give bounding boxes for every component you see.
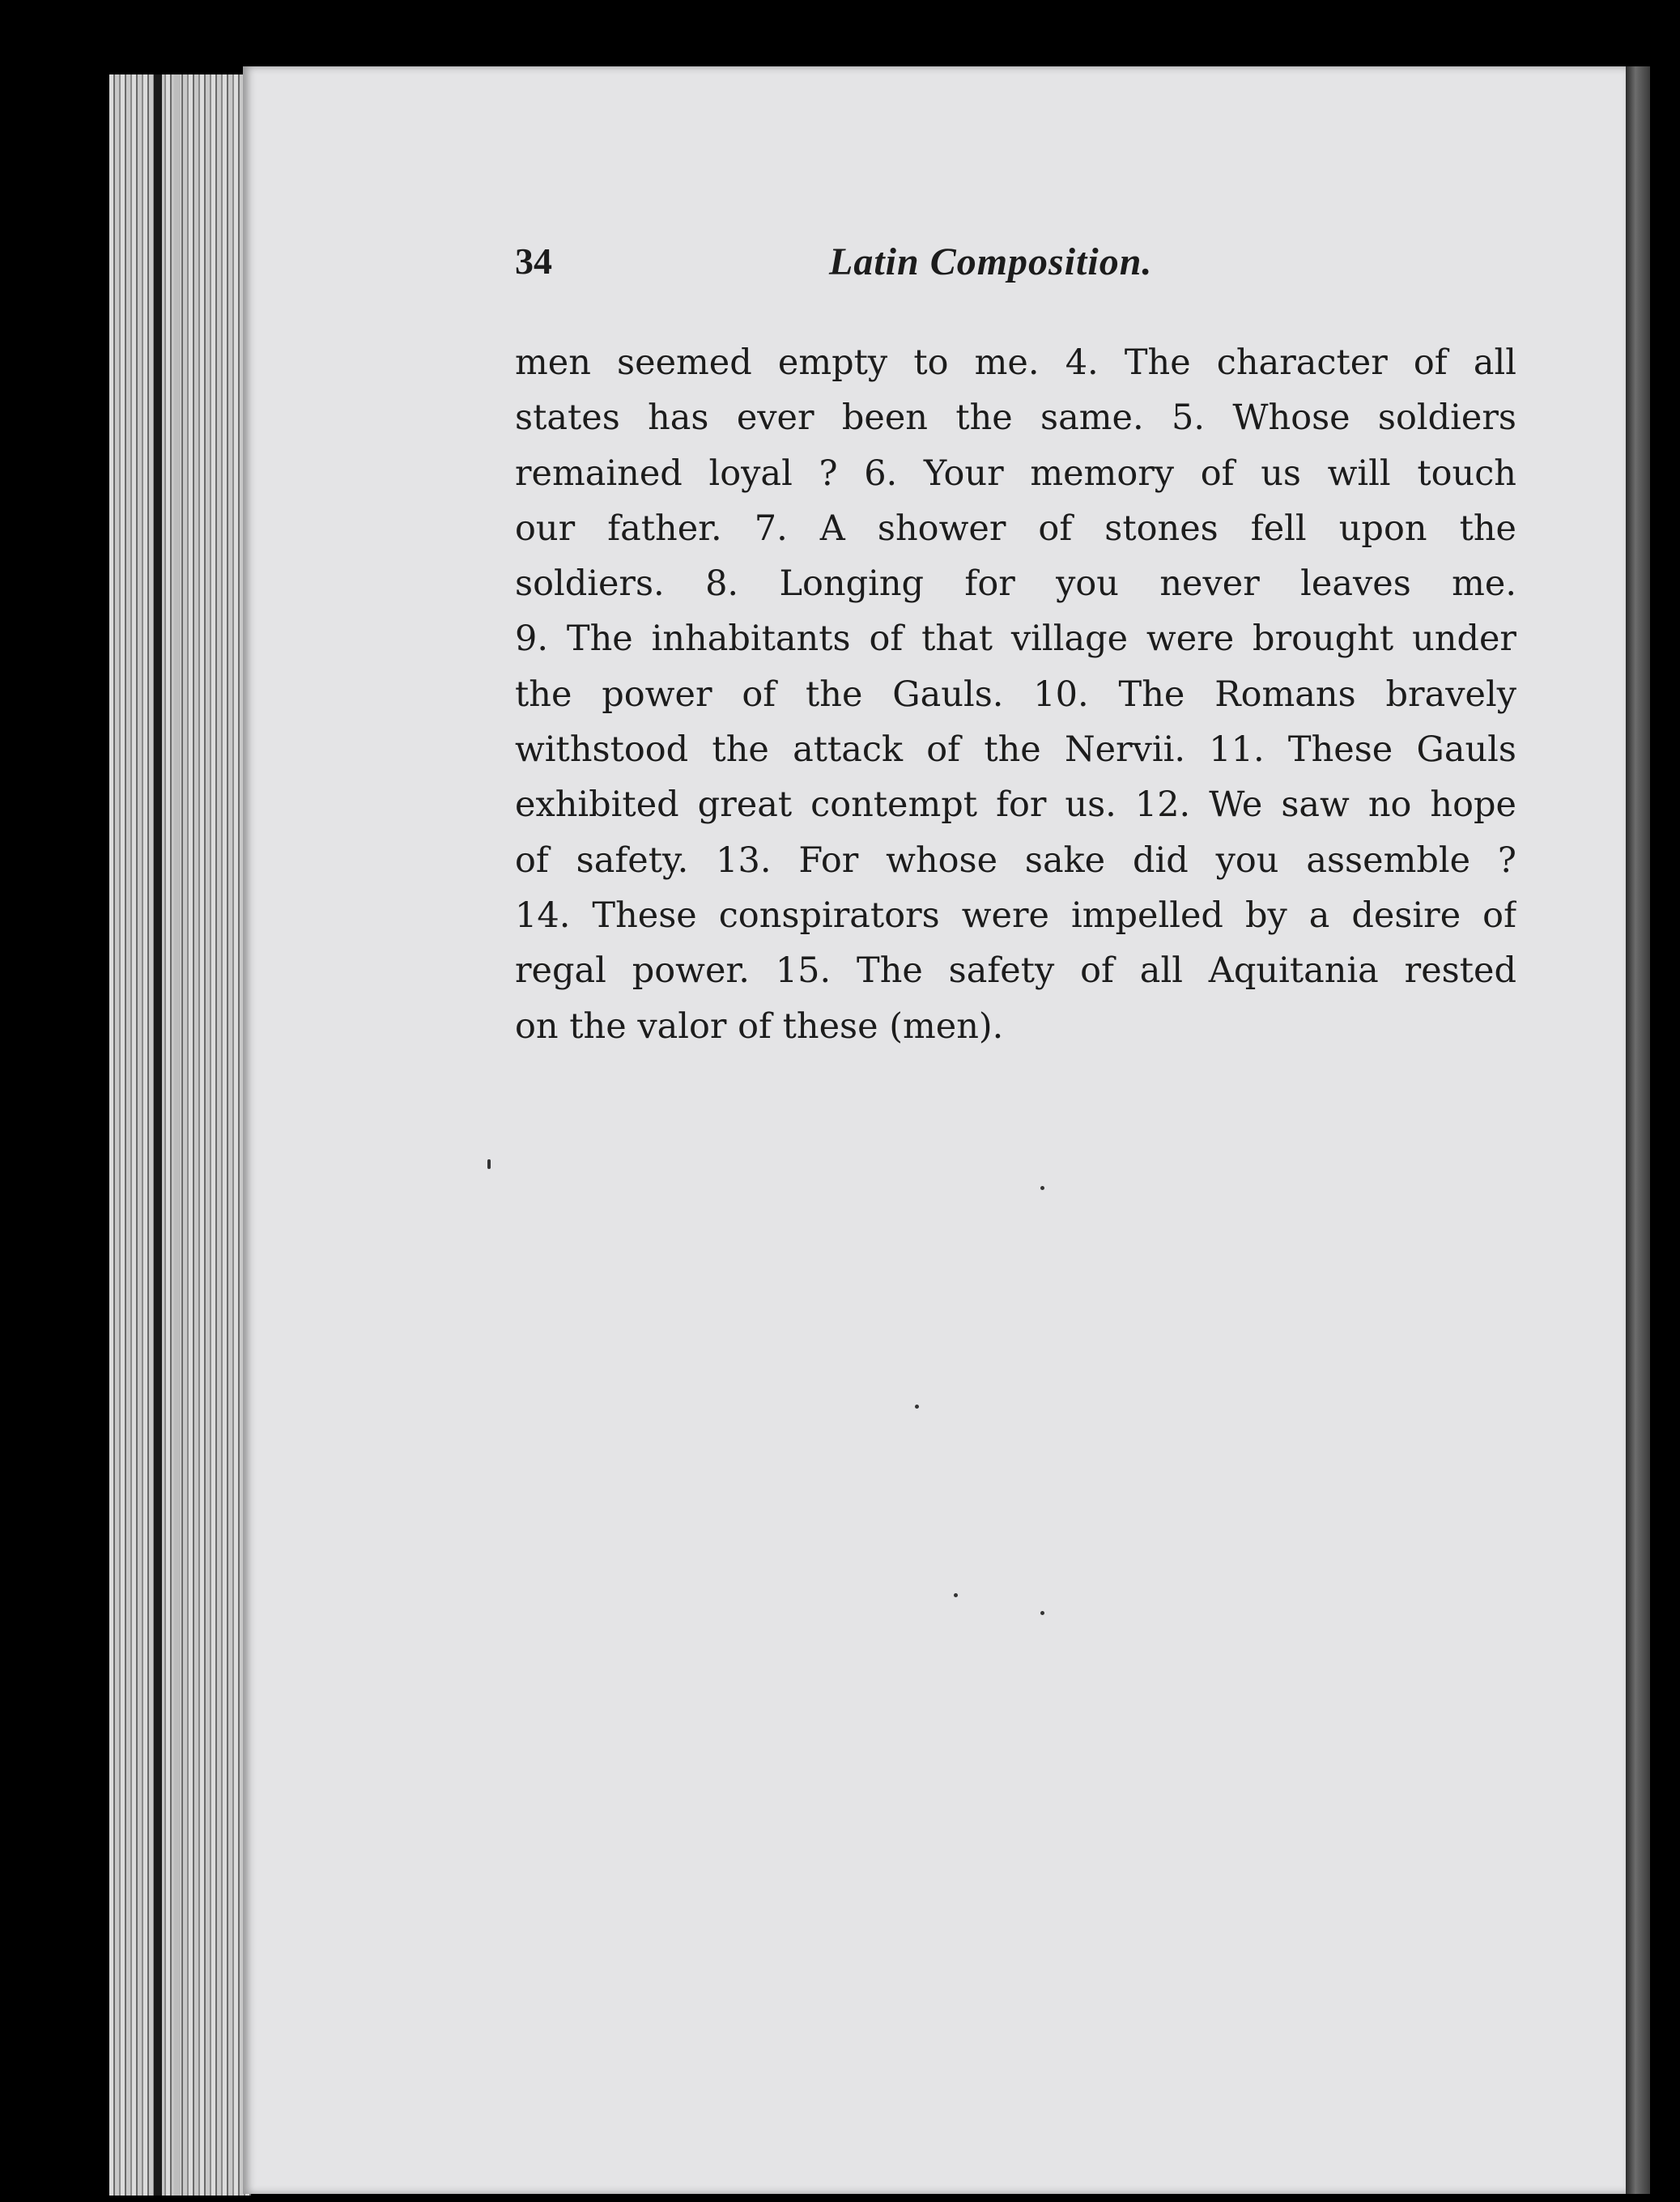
text-line: our father. 7. A shower of stones fell upon the bbox=[515, 508, 1516, 549]
running-title: Latin Composition. bbox=[829, 240, 1153, 283]
scan-speck bbox=[487, 1159, 491, 1169]
scan-speck bbox=[1040, 1611, 1044, 1615]
text-line: soldiers. 8. Longing for you never leaves me. bbox=[515, 563, 1516, 605]
text-line: exhibited great contempt for us. 12. We saw no hope bbox=[515, 784, 1516, 826]
page-right-edge bbox=[1626, 66, 1650, 2194]
page-edges bbox=[109, 74, 251, 2196]
text-line: remained loyal ? 6. Your memory of us will touch bbox=[515, 453, 1516, 494]
text-line: regal power. 15. The safety of all Aquitania rested bbox=[515, 950, 1516, 992]
text-line: 9. The inhabitants of that village were brought under bbox=[515, 619, 1516, 660]
text-line: of safety. 13. For whose sake did you assemble ? bbox=[515, 840, 1516, 881]
running-head bbox=[515, 240, 1203, 296]
scan-speck bbox=[1040, 1186, 1044, 1190]
scan-speck bbox=[954, 1593, 958, 1597]
body-text bbox=[515, 335, 1516, 1054]
text-line: 14. These conspirators were impelled by a desire of bbox=[515, 895, 1516, 936]
page-number: 34 bbox=[515, 240, 552, 282]
text-line: states has ever been the same. 5. Whose soldiers bbox=[515, 397, 1516, 439]
text-line: withstood the attack of the Nervii. 11. These Gauls bbox=[515, 729, 1516, 771]
text-line: the power of the Gauls. 10. The Romans bravely bbox=[515, 674, 1516, 715]
scan-speck bbox=[915, 1405, 919, 1409]
text-line: men seemed empty to me. 4. The character of all bbox=[515, 342, 1516, 383]
text-line: on the valor of these (men). bbox=[515, 1005, 1004, 1047]
